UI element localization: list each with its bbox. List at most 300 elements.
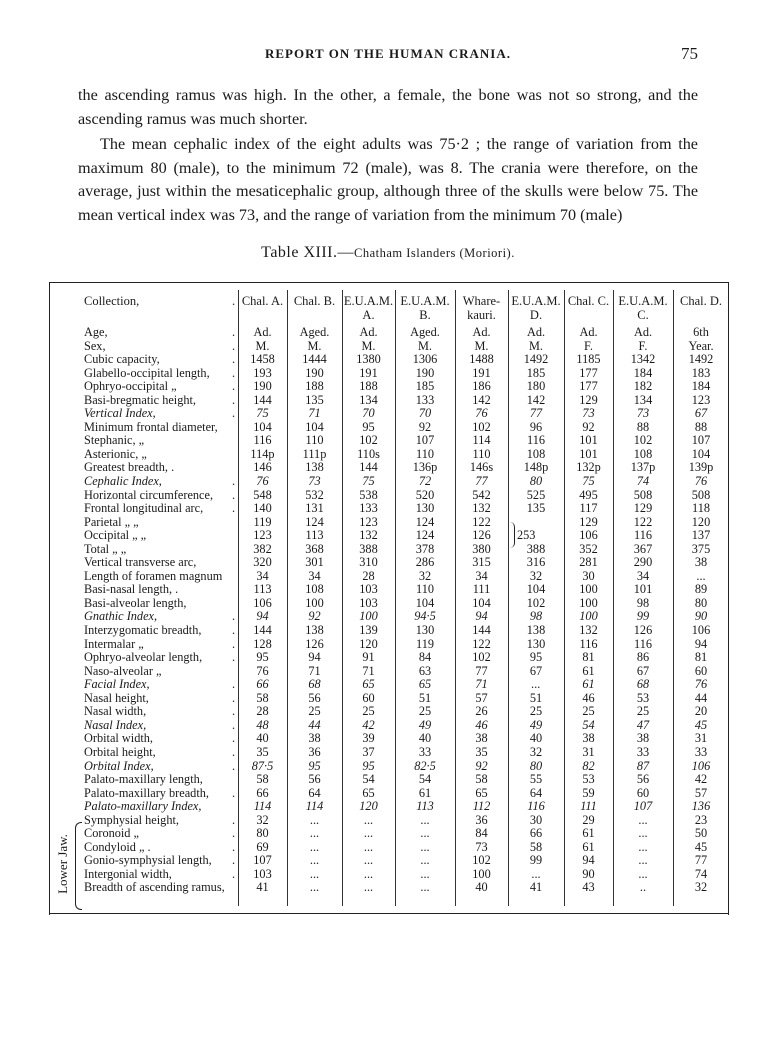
table-cell: 43	[582, 880, 595, 895]
column-header: Whare-	[462, 294, 501, 308]
table-cell: 119	[253, 514, 272, 529]
table-cell: 37	[362, 744, 375, 759]
table-row	[49, 583, 729, 597]
table-cell: 101	[633, 582, 653, 597]
leader-dot: .	[232, 690, 236, 705]
table-row	[49, 516, 729, 530]
row-label: Sex,	[84, 339, 106, 353]
table-cell: 72	[418, 474, 432, 489]
table-row	[49, 692, 729, 706]
leader-dot: .	[232, 812, 236, 827]
table-cell: 65	[475, 785, 488, 800]
column-header: C.	[637, 308, 649, 322]
table-cell: ...	[363, 826, 374, 841]
table-cell: 1444	[302, 352, 327, 367]
table-cell: 124	[305, 514, 324, 529]
table-cell: 33	[418, 744, 432, 759]
table-row	[49, 502, 729, 516]
table-cell: 129	[579, 392, 598, 407]
table-cell: 107	[633, 799, 653, 814]
table-cell: 111	[580, 799, 597, 814]
table-cell: 67	[636, 663, 650, 678]
table-cell: 87	[636, 758, 650, 773]
table-cell: 126	[472, 528, 491, 543]
table-cell: 65	[362, 677, 375, 692]
table-cell: Ad.	[359, 325, 378, 339]
table-cell: 51	[529, 690, 543, 705]
table-cell: 130	[415, 501, 435, 516]
table-cell: 186	[472, 379, 491, 394]
table-cell: 183	[691, 365, 711, 380]
row-label: Ophryo-alveolar length,	[84, 651, 203, 665]
table-row	[49, 421, 729, 435]
column-header: Chal. C.	[567, 294, 610, 308]
table-cell: 35	[475, 744, 488, 759]
table-cell: 184	[691, 379, 711, 394]
table-cell: 108	[633, 446, 653, 461]
column-header: B.	[419, 308, 431, 322]
table-cell: 64	[308, 785, 321, 800]
table-row	[49, 394, 729, 408]
table-cell: 40	[418, 731, 432, 746]
body-text	[78, 84, 698, 227]
table-row	[49, 638, 729, 652]
column-header: D.	[529, 308, 543, 322]
table-cell: 367	[633, 541, 653, 556]
table-cell: 113	[305, 528, 324, 543]
row-label: Minimum frontal diameter,	[84, 420, 218, 434]
table-title	[0, 244, 776, 262]
table-cell: 185	[415, 379, 435, 394]
table-cell: 114	[305, 799, 324, 814]
leader-dot: .	[232, 379, 236, 394]
leader-dot: .	[232, 365, 236, 380]
table-cell: 122	[472, 636, 491, 651]
table-cell: 123	[691, 392, 711, 407]
table-row	[49, 746, 729, 760]
table-cell: 32	[694, 880, 708, 895]
table-cell: 60	[362, 690, 375, 705]
table-cell: 191	[359, 365, 378, 380]
table-cell: ...	[309, 839, 320, 854]
table-cell: 114p	[250, 446, 275, 461]
table-cell: 110	[416, 582, 434, 597]
table-cell: 45	[694, 717, 708, 732]
table-cell: 113	[416, 799, 434, 814]
table-cell: 76	[694, 677, 708, 692]
table-cell: ...	[420, 826, 430, 841]
table-cell: 38	[475, 731, 488, 746]
table-cell: 48	[256, 717, 269, 732]
table-cell: 111p	[302, 446, 327, 461]
table-cell: 132p	[576, 460, 601, 475]
lower-jaw-brace	[75, 822, 82, 910]
table-cell: 53	[582, 772, 595, 787]
leader-dot: .	[232, 866, 236, 881]
row-label: Interzygomatic breadth,	[84, 624, 202, 638]
table-cell: 107	[415, 433, 435, 448]
table-cell: 124	[415, 514, 435, 529]
table-cell: 70	[362, 406, 375, 421]
table-cell: 177	[579, 365, 598, 380]
table-cell: 74	[694, 866, 708, 881]
table-cell: 92	[582, 419, 595, 434]
table-cell: 32	[418, 568, 432, 583]
table-cell: 71	[362, 663, 375, 678]
table-cell: 86	[636, 650, 650, 665]
leader-dot: .	[232, 677, 236, 692]
table-cell: 42	[694, 772, 708, 787]
table-cell: 134	[359, 392, 378, 407]
table-cell: 132	[579, 623, 598, 638]
table-cell: M.	[417, 338, 432, 353]
row-label: Vertical Index,	[84, 407, 156, 421]
table-cell: 104	[526, 582, 546, 597]
table-cell: 104	[472, 595, 491, 610]
table-cell: 119	[416, 636, 434, 651]
paragraph: the ascending ramus was high. In the other, a female, the bone was not so strong, and the ascending ramus was much shorter.	[78, 86, 698, 128]
table-cell: 116	[527, 433, 545, 448]
table-cell: ...	[420, 812, 430, 827]
table-cell: 123	[359, 514, 378, 529]
table-cell: 33	[694, 744, 708, 759]
table-cell: 100	[579, 582, 598, 597]
column-header: Chal. B.	[293, 294, 336, 308]
table-row	[49, 597, 729, 611]
table-cell: 144	[359, 460, 378, 475]
table-cell: 65	[362, 785, 375, 800]
table-cell: 80	[529, 474, 543, 489]
leader-dot: .	[232, 650, 236, 665]
table-cell: 46	[582, 690, 595, 705]
table-cell: 40	[529, 731, 543, 746]
table-cell: 25	[636, 704, 650, 719]
table-row	[49, 489, 729, 503]
table-cell: 80	[256, 826, 269, 841]
table-cell: 1458	[250, 352, 275, 367]
table-cell: M.	[307, 338, 322, 353]
table-cell: 104	[253, 419, 272, 434]
table-cell: 188	[359, 379, 378, 394]
table-cell: 107	[253, 853, 272, 868]
table-cell: 104	[305, 419, 324, 434]
table-cell: 34	[308, 568, 321, 583]
table-cell: 102	[472, 650, 491, 665]
table-cell: 49	[418, 717, 432, 732]
table-cell: ...	[638, 812, 648, 827]
table-cell: 110	[416, 446, 434, 461]
table-cell: 122	[633, 514, 653, 529]
row-label: Stephanic, „	[84, 434, 145, 448]
table-row	[49, 326, 729, 340]
table-cell: 1185	[576, 352, 601, 367]
table-cell: 110	[472, 446, 491, 461]
table-cell: 95	[308, 758, 321, 773]
row-label: Intermalar „	[84, 637, 144, 651]
table-row	[49, 461, 729, 475]
paragraph: The mean cephalic index of the eight adults was 75·2 ; the range of variation from the maximum 80 (male), to the minimum 72 (male), was 8. The crania were therefore, on the average, just within the mesaticephalic group, although three of the skulls were below 75. The mean vertical index was 73, and the range of variation from the minimum 70 (male)	[78, 135, 698, 224]
table-cell: 191	[472, 365, 491, 380]
table-cell: 76	[256, 663, 269, 678]
table-cell: 320	[253, 555, 272, 570]
table-cell: 6th	[693, 325, 709, 339]
leader-dot: .	[232, 338, 236, 353]
table-row	[49, 773, 729, 787]
row-label: Symphysial height,	[84, 813, 179, 827]
table-cell: 58	[256, 772, 269, 787]
table-cell: 40	[475, 880, 488, 895]
table-cell: 58	[256, 690, 269, 705]
table-cell: 520	[415, 487, 435, 502]
table-cell: 34	[256, 568, 269, 583]
table-cell: 68	[636, 677, 650, 692]
merged-cell: 253	[517, 528, 536, 542]
leader-dot: .	[232, 785, 236, 800]
table-cell: 146s	[469, 460, 494, 475]
table-cell: 102	[472, 853, 491, 868]
table-row	[49, 841, 729, 855]
table-cell: 548	[253, 487, 272, 502]
table-cell: 53	[636, 690, 650, 705]
row-label: Intergonial width,	[84, 867, 172, 881]
leader-dot: .	[232, 839, 236, 854]
table-cell: 301	[305, 555, 324, 570]
leader-dot: .	[232, 704, 236, 719]
table-cell: 23	[694, 812, 708, 827]
row-label: Gnathic Index,	[84, 610, 158, 624]
table-cell: 67	[529, 663, 543, 678]
table-cell: 36	[308, 744, 321, 759]
row-label: Orbital height,	[84, 745, 156, 759]
row-label: Glabello-occipital length,	[84, 366, 210, 380]
table-cell: 73	[636, 406, 650, 421]
table-cell: 20	[694, 704, 708, 719]
table-row	[49, 760, 729, 774]
table-cell: 50	[694, 826, 708, 841]
table-cell: 56	[308, 690, 321, 705]
table-cell: 1380	[356, 352, 381, 367]
table-row	[49, 529, 729, 543]
column-header: E.U.A.M.	[618, 294, 668, 308]
table-cell: 33	[636, 744, 650, 759]
table-cell: Ad.	[253, 325, 272, 339]
table-cell: 129	[579, 514, 598, 529]
leader-dot: .	[232, 826, 236, 841]
table-title-main: Chatham Islanders (Moriori).	[354, 246, 515, 260]
table-cell: 38	[582, 731, 595, 746]
leader-dot: .	[232, 731, 236, 746]
table-cell: 116	[253, 433, 272, 448]
row-label: Coronoid „	[84, 827, 139, 841]
table-cell: 75	[362, 474, 375, 489]
table-cell: 124	[415, 528, 435, 543]
table-cell: 57	[694, 785, 708, 800]
table-cell: 190	[253, 379, 272, 394]
table-cell: 49	[529, 717, 543, 732]
table-cell: 116	[527, 799, 545, 814]
row-label: Gonio-symphysial length,	[84, 854, 212, 868]
row-label: Nasal height,	[84, 691, 149, 705]
table-cell: 118	[692, 501, 710, 516]
table-cell: 102	[633, 433, 653, 448]
table-row	[49, 800, 729, 814]
table-cell: 73	[308, 474, 321, 489]
table-cell: ...	[638, 839, 648, 854]
table-cell: 100	[305, 595, 324, 610]
row-label: Naso-alveolar „	[84, 664, 162, 678]
table-cell: 146	[253, 460, 272, 475]
leader-dot: .	[232, 352, 236, 367]
table-cell: 45	[694, 839, 708, 854]
table-cell: 90	[582, 866, 595, 881]
table-cell: 39	[362, 731, 375, 746]
page-number: 75	[681, 44, 698, 63]
table-cell: F.	[638, 338, 648, 353]
table-cell: 98	[529, 609, 543, 624]
table-cell: 94	[308, 650, 321, 665]
column-header: E.U.A.M.	[400, 294, 450, 308]
column-header: E.U.A.M.	[511, 294, 561, 308]
running-head	[0, 46, 776, 66]
table-row	[49, 556, 729, 570]
table-cell: 84	[418, 650, 432, 665]
table-cell: 99	[636, 609, 650, 624]
table-cell: 103	[359, 582, 378, 597]
row-label: Length of foramen magnum	[84, 569, 223, 583]
table-cell: 144	[472, 623, 491, 638]
row-label: Orbital width,	[84, 732, 153, 746]
table-cell: 25	[418, 704, 432, 719]
table-cell: 188	[305, 379, 324, 394]
table-cell: 135	[305, 392, 324, 407]
table-row	[49, 380, 729, 394]
table-cell: 106	[579, 528, 598, 543]
table-cell: 120	[691, 514, 711, 529]
table-cell: 95	[256, 650, 269, 665]
table-cell: 128	[253, 636, 272, 651]
table-cell: 144	[253, 392, 272, 407]
table-cell: 58	[529, 839, 543, 854]
leader-dot: .	[232, 501, 236, 516]
table-cell: 77	[475, 663, 488, 678]
table-row	[49, 787, 729, 801]
table-cell: 38	[694, 555, 708, 570]
table-row	[49, 407, 729, 421]
table-cell: 135	[526, 501, 546, 516]
table-cell: 76	[694, 474, 708, 489]
table-cell: 54	[362, 772, 375, 787]
table-cell: 26	[475, 704, 488, 719]
table-cell: 131	[305, 501, 324, 516]
table-cell: 1306	[412, 352, 438, 367]
table-cell: 60	[636, 785, 650, 800]
table-cell: F.	[584, 338, 593, 353]
table-cell: ...	[363, 812, 374, 827]
table-cell: 108	[526, 446, 546, 461]
table-row	[49, 434, 729, 448]
row-label: Nasal width,	[84, 705, 147, 719]
table-row	[49, 719, 729, 733]
lower-jaw-label-box	[53, 822, 75, 910]
table-cell: 95	[529, 650, 543, 665]
table-cell: 136p	[412, 460, 438, 475]
table-cell: 91	[362, 650, 375, 665]
table-cell: 106	[691, 623, 711, 638]
running-title: REPORT ON THE HUMAN CRANIA.	[265, 46, 511, 61]
table-cell: 35	[256, 744, 269, 759]
table-cell: 140	[253, 501, 272, 516]
table-row	[49, 881, 729, 895]
table-cell: 28	[256, 704, 269, 719]
row-label: Palato-maxillary Index,	[84, 800, 202, 814]
table-row	[49, 827, 729, 841]
table-cell: 76	[475, 406, 488, 421]
table-cell: ...	[638, 866, 648, 881]
table-cell: M.	[255, 338, 270, 353]
table-cell: 123	[253, 528, 272, 543]
row-label: Breadth of ascending ramus,	[84, 881, 225, 895]
table-cell: 75	[256, 406, 269, 421]
table-cell: 94	[694, 636, 708, 651]
table-cell: 137	[691, 528, 711, 543]
table-cell: ..	[639, 880, 647, 895]
table-cell: 104	[691, 446, 711, 461]
table-cell: 61	[582, 839, 595, 854]
table-cell: 60	[694, 663, 708, 678]
table-cell: 65	[418, 677, 432, 692]
table-cell: 51	[418, 690, 432, 705]
table-row	[49, 814, 729, 828]
table-cell: 117	[579, 501, 598, 516]
table-cell: 104	[415, 595, 435, 610]
table-cell: 74	[636, 474, 650, 489]
table-cell: 92	[418, 419, 432, 434]
table-cell: 184	[633, 365, 653, 380]
table-row	[49, 610, 729, 624]
table-cell: Ad.	[526, 325, 546, 339]
table-title-prefix: Table XIII.—	[261, 244, 354, 261]
table-cell: 508	[633, 487, 653, 502]
table-cell: 40	[256, 731, 269, 746]
column-header: A.	[362, 308, 375, 322]
row-label: Orbital Index,	[84, 759, 154, 773]
table-cell: 190	[415, 365, 435, 380]
table-cell: 77	[529, 406, 543, 421]
table-cell: 116	[579, 636, 598, 651]
table-row	[49, 868, 729, 882]
leader-dot: .	[232, 474, 236, 489]
table-cell: 380	[472, 541, 491, 556]
table-cell: ...	[420, 880, 430, 895]
column-header: Chal. A.	[241, 294, 284, 308]
table-cell: 81	[582, 650, 595, 665]
table-cell: 142	[526, 392, 546, 407]
leader-dot: .	[232, 487, 236, 502]
table-cell: 36	[475, 812, 488, 827]
table-cell: Aged.	[299, 325, 330, 339]
table-cell: 116	[634, 528, 652, 543]
table-cell: 38	[636, 731, 650, 746]
table-cell: 94	[256, 609, 269, 624]
table-cell: 113	[253, 582, 272, 597]
table-cell: 138	[305, 460, 324, 475]
table-cell: Aged.	[410, 325, 440, 339]
table-cell: 38	[308, 731, 321, 746]
table-cell: 84	[475, 826, 488, 841]
table-row	[49, 543, 729, 557]
table-cell: 34	[475, 568, 488, 583]
table-cell: 114	[253, 799, 272, 814]
